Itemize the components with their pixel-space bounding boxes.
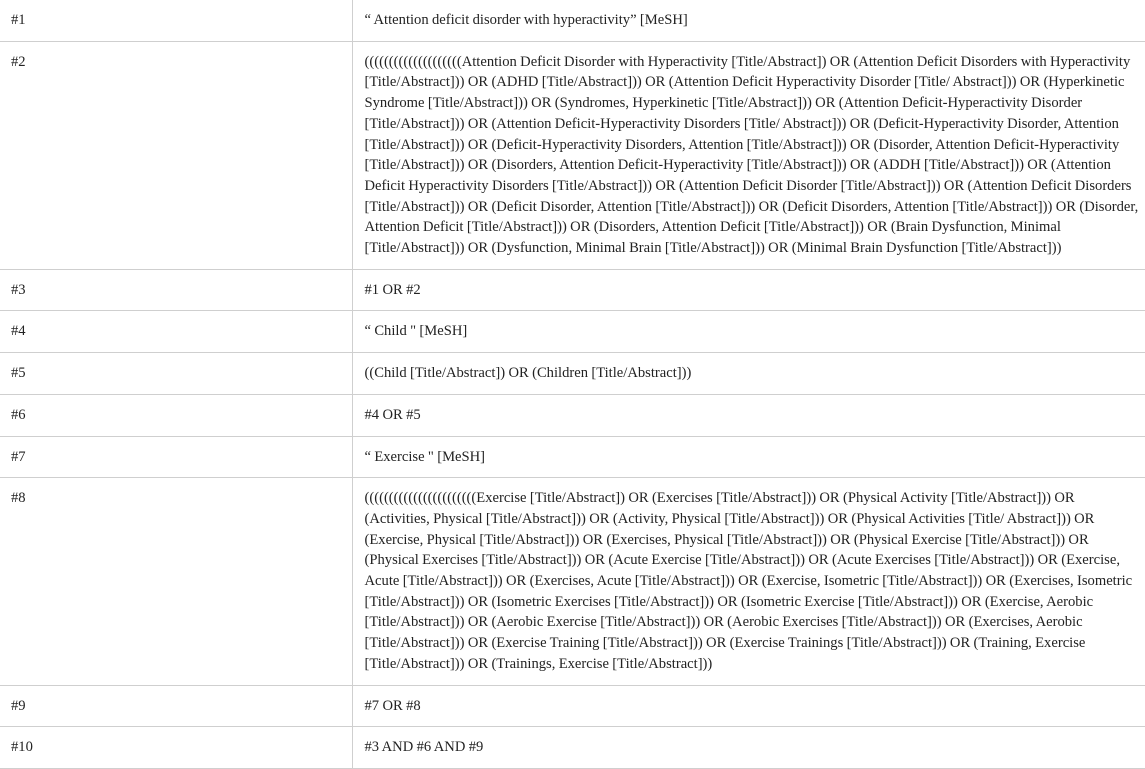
row-id: #7	[0, 436, 352, 478]
table-row	[0, 311, 1145, 353]
table-row	[0, 41, 1145, 269]
row-query: ((Child [Title/Abstract]) OR (Children [Title/Abstract]))	[352, 353, 1145, 395]
table-row	[0, 0, 1145, 41]
row-id: #9	[0, 685, 352, 727]
row-query: #7 OR #8	[352, 685, 1145, 727]
row-id: #4	[0, 311, 352, 353]
row-id: #1	[0, 0, 352, 41]
row-query: ((((((((((((((((((((Attention Deficit Disorder with Hyperactivity [Title/Abstract]) OR (Attention Deficit Disorders with Hyperactivity [Title/Abstract])) OR (ADHD [Title/Abstract])) OR (Attention Deficit Hyperactivity Disorder [Title/ Abstract])) OR (Hyperkinetic Syndrome [Title/Abstract])) OR (Syndromes, Hyperkinetic [Title/Abstract])) OR (Attention Deficit-Hyperactivity Disorder [Title/Abstract])) OR (Attention Deficit-Hyperactivity Disorders [Title/ Abstract])) OR (Deficit-Hyperactivity Disorder, Attention [Title/Abstract])) OR (Deficit-Hyperactivity Disorders, Attention [Title/Abstract])) OR (Disorder, Attention Deficit-Hyperactivity [Title/Abstract])) OR (Disorders, Attention Deficit-Hyperactivity [Title/Abstract])) OR (ADDH [Title/Abstract])) OR (Attention Deficit Hyperactivity Disorders [Title/Abstract])) OR (Attention Deficit Disorder [Title/Abstract])) OR (Attention Deficit Disorders [Title/Abstract])) OR (Deficit Disorder, Attention [Title/Abstract])) OR (Deficit Disorders, Attention [Title/Abstract])) OR (Disorder, Attention Deficit [Title/Abstract])) OR (Disorders, Attention Deficit [Title/Abstract])) OR (Brain Dysfunction, Minimal [Title/Abstract])) OR (Dysfunction, Minimal Brain [Title/Abstract])) OR (Minimal Brain Dysfunction [Title/Abstract]))	[352, 41, 1145, 269]
row-id: #5	[0, 353, 352, 395]
table-row	[0, 353, 1145, 395]
table-row	[0, 269, 1145, 311]
row-id: #8	[0, 478, 352, 685]
row-query: #1 OR #2	[352, 269, 1145, 311]
row-id: #2	[0, 41, 352, 269]
row-id: #3	[0, 269, 352, 311]
row-query: #3 AND #6 AND #9	[352, 727, 1145, 769]
row-query: “ Exercise " [MeSH]	[352, 436, 1145, 478]
table-row	[0, 727, 1145, 769]
table-row	[0, 394, 1145, 436]
table-row	[0, 436, 1145, 478]
row-query: #4 OR #5	[352, 394, 1145, 436]
row-query: (((((((((((((((((((((((Exercise [Title/Abstract]) OR (Exercises [Title/Abstract])) OR (Physical Activity [Title/Abstract])) OR (Activities, Physical [Title/Abstract])) OR (Activity, Physical [Title/Abstract])) OR (Physical Activities [Title/ Abstract])) OR (Exercise, Physical [Title/Abstract])) OR (Exercises, Physical [Title/Abstract])) OR (Physical Exercise [Title/Abstract])) OR (Physical Exercises [Title/Abstract])) OR (Acute Exercise [Title/Abstract])) OR (Acute Exercises [Title/Abstract])) OR (Exercise, Acute [Title/Abstract])) OR (Exercises, Acute [Title/Abstract])) OR (Exercise, Isometric [Title/Abstract])) OR (Exercises, Isometric [Title/Abstract])) OR (Isometric Exercises [Title/Abstract])) OR (Isometric Exercise [Title/Abstract])) OR (Exercise, Aerobic [Title/Abstract])) OR (Aerobic Exercise [Title/Abstract])) OR (Aerobic Exercises [Title/Abstract])) OR (Exercises, Aerobic [Title/Abstract])) OR (Exercise Training [Title/Abstract])) OR (Exercise Trainings [Title/Abstract])) OR (Training, Exercise [Title/Abstract])) OR (Trainings, Exercise [Title/Abstract]))	[352, 478, 1145, 685]
row-id: #6	[0, 394, 352, 436]
row-query: “ Child " [MeSH]	[352, 311, 1145, 353]
row-id: #10	[0, 727, 352, 769]
table-row	[0, 478, 1145, 685]
table-row	[0, 685, 1145, 727]
row-query: “ Attention deficit disorder with hyperactivity” [MeSH]	[352, 0, 1145, 41]
